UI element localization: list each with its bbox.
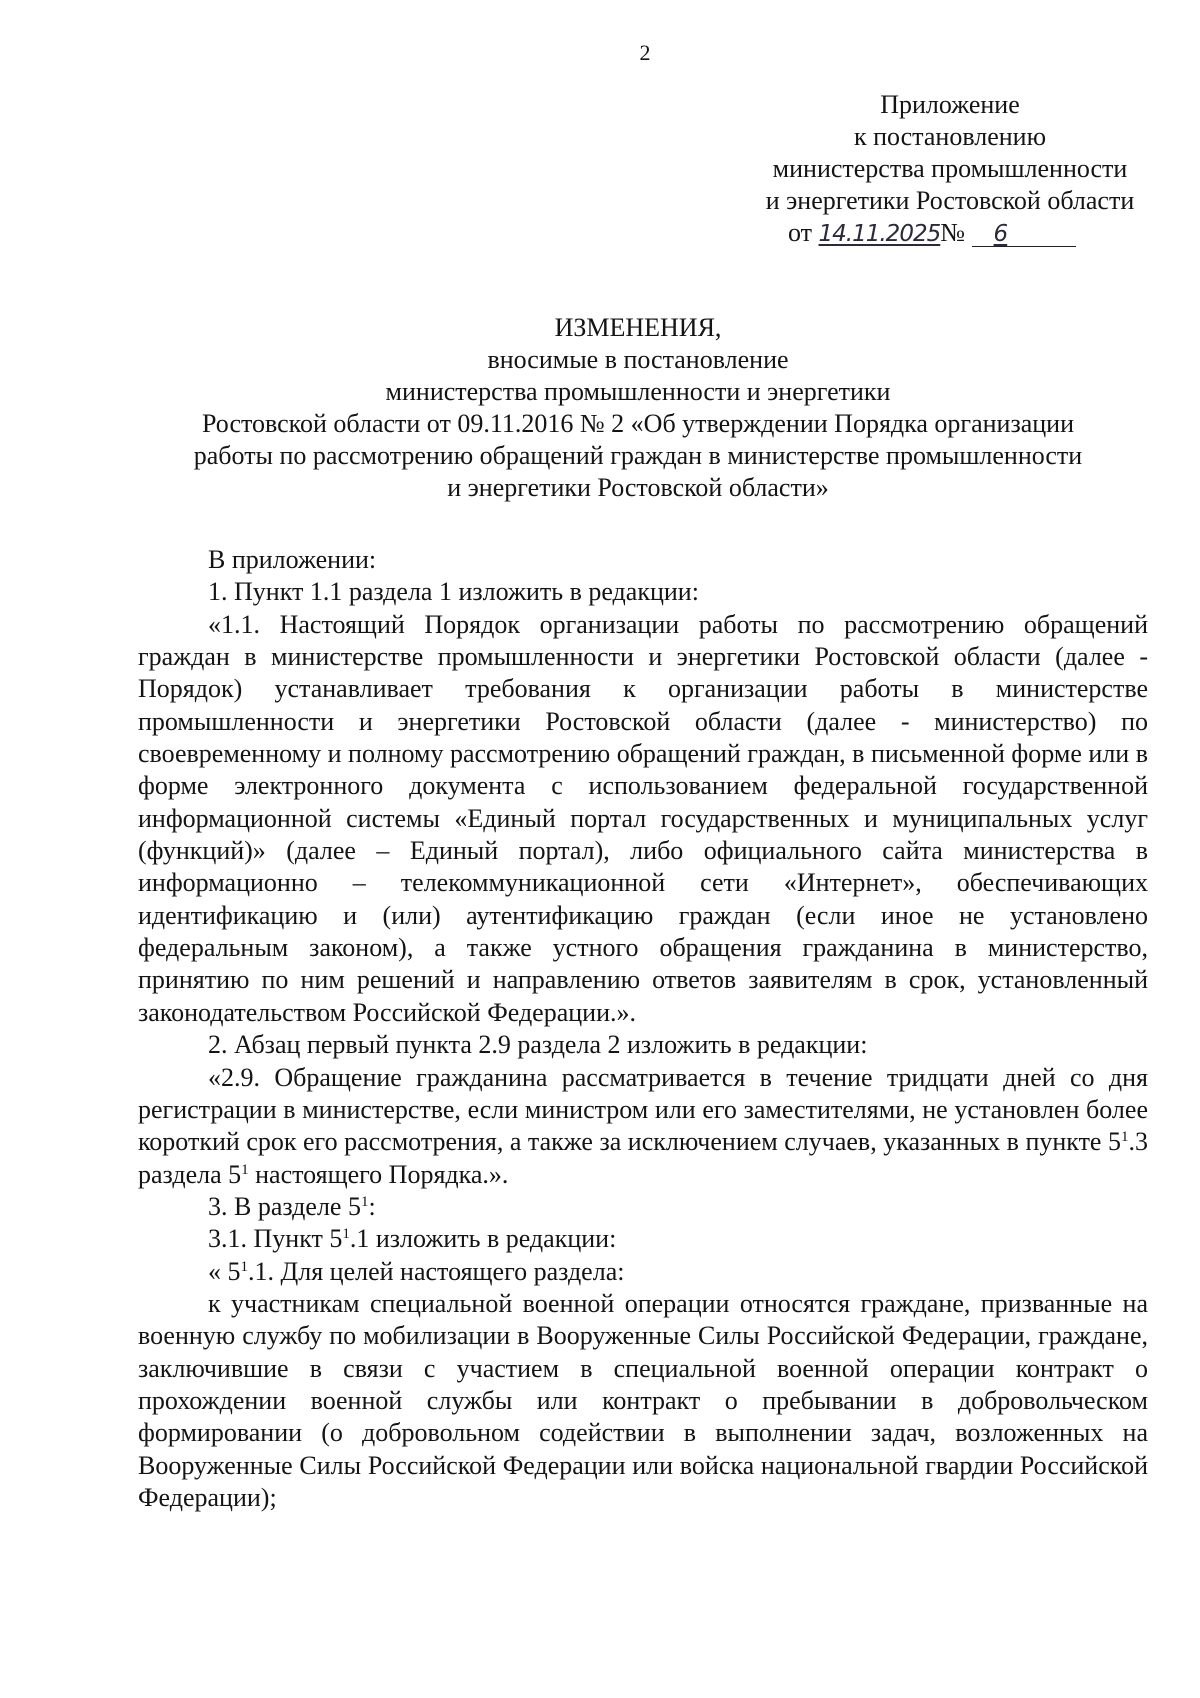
paragraph-item-3: 3. В разделе $5^1$: bbox=[208, 1191, 376, 1221]
paragraph-clause-1-1: «1.1. Настоящий Порядок организации работы по рассмотрению обращений граждан в министерстве промышленности и энергетики Ростовской области (далее - Порядок) устанавливает требования к организации работы в министерстве промышленности и энергетики Ростовской области (далее - министерство) по своевременному и полному рассмотрению обращений граждан, в письменной форме или в форме электронного документа с использованием федеральной государственной информационной системы «Единый портал государственных и муниципальных услуг (функций)» (далее – Единый портал), либо официального сайта министерства в информационно – телекоммуникационной сети «Интернет», обеспечивающих идентификацию и (или) аутентификацию граждан (если иное не установлено федеральным законом), а также устного обращения гражданина в министерство, принятию по ним решений и направлению ответов заявителям в срок, установленный законодательством Российской Федерации.». bbox=[138, 609, 1148, 1027]
appendix-block bbox=[730, 89, 1170, 250]
heading-line: работы по рассмотрению обращений граждан в министерстве промышленности bbox=[193, 441, 1083, 470]
heading-line: министерства промышленности и энергетики bbox=[385, 377, 891, 406]
handwritten-number-value: 6 bbox=[993, 221, 1008, 247]
appendix-title: Приложение bbox=[880, 90, 1020, 119]
appendix-line: к постановлению bbox=[853, 122, 1047, 151]
document-heading bbox=[130, 312, 1146, 504]
appendix-line: и энергетики Ростовской области bbox=[765, 186, 1135, 215]
number-label: № bbox=[940, 218, 966, 247]
paragraph-item-1: 1. Пункт 1.1 раздела 1 изложить в редакции: bbox=[208, 577, 699, 607]
page-number: 2 bbox=[639, 40, 651, 65]
paragraph-item-2: 2. Абзац первый пункта 2.9 раздела 2 изложить в редакции: bbox=[208, 1030, 868, 1060]
handwritten-date: 14.11.2025 bbox=[818, 221, 941, 247]
heading-line: и энергетики Ростовской области» bbox=[447, 473, 829, 502]
paragraph-item-3-1: 3.1. Пункт $5^1.1$ изложить в редакции: bbox=[208, 1224, 617, 1254]
appendix-date-line bbox=[730, 217, 1170, 250]
document-body bbox=[138, 544, 1148, 1514]
appendix-line: министерства промышленности bbox=[772, 154, 1128, 183]
paragraph-clause-2-9: «2.9. Обращение гражданина рассматривается в течение тридцати дней со дня регистрации в министерстве, если министром или его заместителями, не установлен более короткий срок его рассмотрения, а также за исключением случаев, указанных в пункте $5^1.3$ раздела $5^1$ настоящего Порядка.». bbox=[138, 1062, 1148, 1189]
paragraph-clause-5-1-1: « $5^1.1$. Для целей настоящего раздела: bbox=[208, 1256, 625, 1286]
heading-title: ИЗМЕНЕНИЯ, bbox=[554, 313, 722, 342]
paragraph-svo-participants: к участникам специальной военной операции относятся граждане, призванные на военную службу по мобилизации в Вооруженные Силы Российской Федерации, граждане, заключившие в связи с участием в специальной военной операции контракт о прохождении военной службы или контракт о пребывании в добровольческом формировании (о добровольном содействии в выполнении задач, возложенных на Вооруженные Силы Российской Федерации или войска национальной гвардии Российской Федерации); bbox=[138, 1288, 1148, 1512]
heading-line: вносимые в постановление bbox=[487, 345, 789, 374]
date-prefix: от bbox=[788, 218, 813, 247]
heading-line: Ростовской области от 09.11.2016 № 2 «Об утверждении Порядка организации bbox=[201, 409, 1074, 438]
paragraph-intro: В приложении: bbox=[208, 545, 377, 574]
handwritten-number bbox=[972, 222, 1076, 247]
